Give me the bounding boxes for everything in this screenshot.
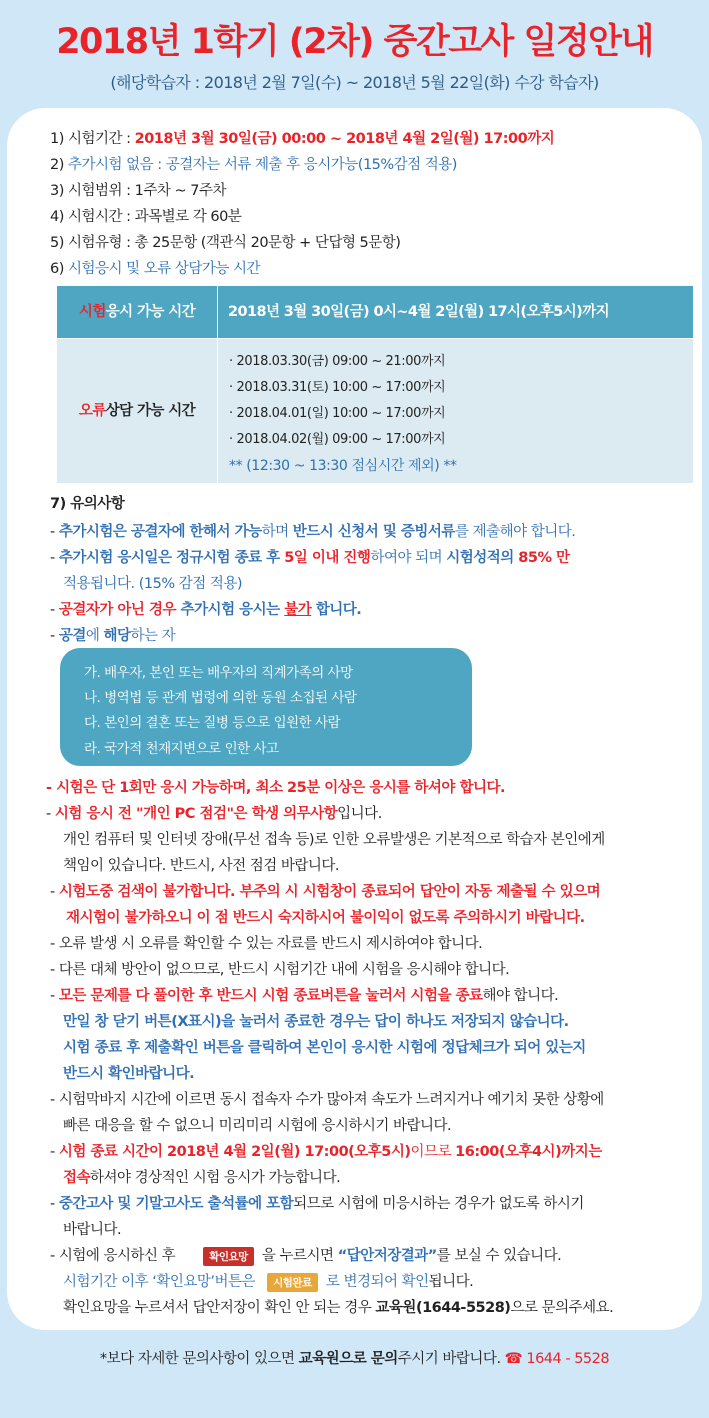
bullet: -: [50, 884, 59, 900]
note-text: 불가: [284, 602, 312, 618]
note-3: [50, 598, 361, 619]
page-subtitle: (해당학습자 : 2018년 2월 7일(수) ~ 2018년 5월 22일(화) 수강 학습자): [110, 73, 599, 92]
note-text: 적용: [63, 576, 91, 592]
note-text: 에: [85, 628, 104, 644]
table-header-cell: [57, 286, 217, 338]
note-11: - 시험막바지 시간에 이르면 동시 접속자 수가 많아져 속도가 느려지거나 예기치 못한 상황에: [50, 1092, 604, 1108]
header-highlight: 시험: [78, 304, 106, 320]
bullet: -: [46, 806, 55, 822]
list-item: 가. 배우자, 본인 또는 배우자의 직계가족의 사망: [84, 665, 353, 681]
note-text: 반드시 신청서 및 증빙서류: [292, 524, 455, 540]
note-12-cont: [63, 1166, 340, 1187]
lunch-note: ** (12:30 ~ 13:30 점심시간 제외) **: [229, 458, 457, 474]
item-exam-type: 5) 시험유형 : 총 25문항 (객관식 20문항 + 단답형 5문항): [50, 235, 401, 251]
note-text: 하며: [261, 524, 293, 540]
table-value-cell: 2018년 3월 30일(금) 0시~4월 2일(월) 17시(오후5시)까지: [228, 304, 610, 320]
note-10-cont: 만일 창 닫기 버튼(X표시)을 눌러서 종료한 경우는 답이 하나도 저장되지 않습니다.: [63, 1014, 569, 1030]
note-16: [63, 1296, 613, 1317]
item-value: 시험응시 및 오류 상담가능 시간: [68, 261, 261, 277]
phone-number: ☎ 1644 - 5528: [504, 1351, 610, 1367]
footer-text: 교육원으로 문의: [298, 1351, 398, 1367]
note-6-cont: 책임이 있습니다. 반드시, 사전 점검 바랍니다.: [63, 858, 339, 874]
note-text: 해야 합니다.: [482, 988, 559, 1004]
note-text: 시험도중 검색이 불가합니다. 부주의 시 시험창이 종료되어 답안이 자동 제출될 수 있으며: [58, 884, 601, 900]
header: [0, 0, 709, 108]
note-11-cont: 빠른 대응을 할 수 없으니 미리미리 시험에 응시하시기 바랍니다.: [63, 1118, 452, 1134]
note-text: 를 보실 수 있습니다.: [436, 1248, 562, 1264]
item-exam-period: [50, 127, 554, 148]
note-text: - 시험에 응시하신 후: [50, 1248, 180, 1264]
header-text: 응시 가능 시간: [105, 304, 196, 320]
note-text: 추가시험 응시일은 정규시험 종료 후: [58, 550, 285, 566]
note-5: - 시험은 단 1회만 응시 가능하며, 최소 25분 이상은 응시를 하셔야 합니다.: [46, 780, 506, 796]
list-item: · 2018.04.02(월) 09:00 ~ 17:00까지: [229, 432, 446, 447]
exam-complete-badge: 시험완료: [267, 1273, 318, 1292]
item-value: 추가시험 없음 : 공결자는 서류 제출 후 응시가능(15%감점 적용): [68, 157, 457, 173]
note-text: 추가시험 응시는: [180, 602, 285, 618]
note-text: 접속: [63, 1170, 91, 1186]
confirm-request-badge: 확인요망: [203, 1247, 254, 1266]
list-item: 라. 국가적 천재지변으로 인한 사고: [84, 741, 279, 757]
note-13: [50, 1192, 584, 1213]
list-item: 다. 본인의 결혼 또는 질병 등으로 입원한 사람: [84, 715, 341, 731]
list-item: · 2018.04.01(일) 10:00 ~ 17:00까지: [229, 406, 446, 421]
note-text: 추가시험은 공결자에 한해서 가능: [58, 524, 262, 540]
table-row-consult-time: [57, 339, 693, 483]
footer-text: 주시기 바랍니다.: [397, 1351, 505, 1367]
list-item: 나. 병역법 등 관계 법령에 의한 동원 소집된 사람: [84, 690, 357, 706]
table-row-exam-time: [57, 286, 693, 338]
bullet: -: [50, 602, 59, 618]
note-text: 공결자가 아닌 경우: [58, 602, 181, 618]
item-label: 6): [50, 261, 68, 277]
note-10-cont: 반드시 확인바랍니다.: [63, 1066, 195, 1082]
note-7: [50, 880, 600, 901]
note-text: 를 제출해야 합니다.: [454, 524, 576, 540]
note-2-cont: [63, 572, 242, 593]
note-9: - 다른 대체 방안이 없으므로, 반드시 시험기간 내에 시험을 응시해야 합니다.: [50, 962, 510, 978]
note-text: 공결: [58, 628, 86, 644]
note-8: - 오류 발생 시 오류를 확인할 수 있는 자료를 반드시 제시하여야 합니다.: [50, 936, 483, 952]
page-title: 2018년 1학기 (2차) 중간고사 일정안내: [56, 22, 653, 62]
note-text: 로 변경되어 확인: [321, 1274, 429, 1290]
note-text: 시험 응시 전 "개인 PC 점검"은 학생 의무사항: [54, 806, 338, 822]
note-1: [50, 520, 575, 541]
note-text: 하여야 되며: [370, 550, 447, 566]
note-text: 을 누르시면: [257, 1248, 338, 1264]
notes-heading: 7) 유의사항: [50, 496, 125, 512]
header-text: 상담 가능 시간: [105, 403, 196, 419]
item-label: 1) 시험기간 :: [50, 131, 135, 147]
note-2: [50, 546, 570, 567]
note-text: 중간고사 및 기말고사도 출석률에 포함: [58, 1196, 294, 1212]
note-15: [63, 1270, 473, 1292]
note-text: 하셔야 경상적인 시험 응시가 가능합니다.: [90, 1170, 341, 1186]
bullet: -: [50, 1196, 59, 1212]
note-13-cont: 바랍니다.: [63, 1222, 122, 1238]
bullet: -: [50, 550, 59, 566]
note-text: 되므로 시험에 미응시하는 경우가 없도록 하시기: [293, 1196, 584, 1212]
footer-contact: [0, 1347, 709, 1368]
note-text: 시험성적의: [446, 550, 519, 566]
bullet: -: [50, 988, 59, 1004]
note-6-cont: 개인 컴퓨터 및 인터넷 장애(무선 접속 등)로 인한 오류발생은 기본적으로 학습자 본인에게: [63, 832, 605, 848]
note-text: 시험 종료 시간이 2018년 4월 2일(월) 17:00(오후5시): [58, 1144, 411, 1160]
item-value: 2018년 3월 30일(금) 00:00 ~ 2018년 4월 2일(월) 17:00까지: [134, 131, 555, 147]
absence-cases-box: [60, 648, 472, 766]
list-item: · 2018.03.31(토) 10:00 ~ 17:00까지: [229, 380, 446, 395]
note-text: 시험기간 이후 ‘확인요망’버튼은: [63, 1274, 260, 1290]
note-text: 됩니다.: [428, 1274, 474, 1290]
note-text: 5일 이내 진행: [284, 550, 371, 566]
footer-text: *보다 자세한 문의사항이 있으면: [99, 1351, 299, 1367]
note-4: [50, 624, 175, 645]
note-text: 확인요망을 누르셔서 답안저장이 확인 안 되는 경우: [63, 1300, 376, 1316]
bullet: -: [50, 524, 59, 540]
note-text: 해당: [103, 628, 131, 644]
bullet: -: [50, 1144, 59, 1160]
note-text: 이므로: [410, 1144, 456, 1160]
note-text: 입니다.: [337, 806, 382, 822]
note-text: 합니다.: [311, 602, 362, 618]
table-divider: [217, 339, 218, 483]
note-text: 하는 자: [130, 628, 176, 644]
note-text: 모든 문제를 다 풀이한 후 반드시 시험 종료버튼을 눌러서 시험을 종료: [58, 988, 483, 1004]
note-12: [50, 1140, 602, 1161]
note-text: “답안저장결과”: [337, 1248, 437, 1264]
bullet: -: [50, 628, 59, 644]
note-10-cont: 시험 종료 후 제출확인 버튼을 클릭하여 본인이 응시한 시험에 정답체크가 되어 있는지: [63, 1040, 586, 1056]
item-label: 2): [50, 157, 68, 173]
note-text: 85% 만: [518, 550, 570, 566]
item-exam-range: 3) 시험범위 : 1주차 ~ 7주차: [50, 183, 226, 199]
note-6: [46, 802, 382, 823]
note-10: [50, 984, 558, 1005]
list-item: · 2018.03.30(금) 09:00 ~ 21:00까지: [229, 354, 446, 369]
header-highlight: 오류: [78, 403, 106, 419]
note-text: 교육원(1644-5528): [375, 1300, 511, 1316]
note-text: 됩니다. (15% 감점 적용): [90, 576, 243, 592]
note-14: [50, 1244, 561, 1266]
item-no-extra-exam: [50, 153, 457, 174]
item-consult-time: [50, 257, 260, 278]
note-text: 으로 문의주세요.: [510, 1300, 614, 1316]
item-exam-time: 4) 시험시간 : 과목별로 각 60분: [50, 209, 242, 225]
note-7-cont: 재시험이 불가하오니 이 점 반드시 숙지하시어 불이익이 없도록 주의하시기 바랍니다.: [66, 910, 585, 926]
table-header-cell: [57, 339, 217, 483]
note-text: 16:00(오후4시)까지는: [455, 1144, 602, 1160]
